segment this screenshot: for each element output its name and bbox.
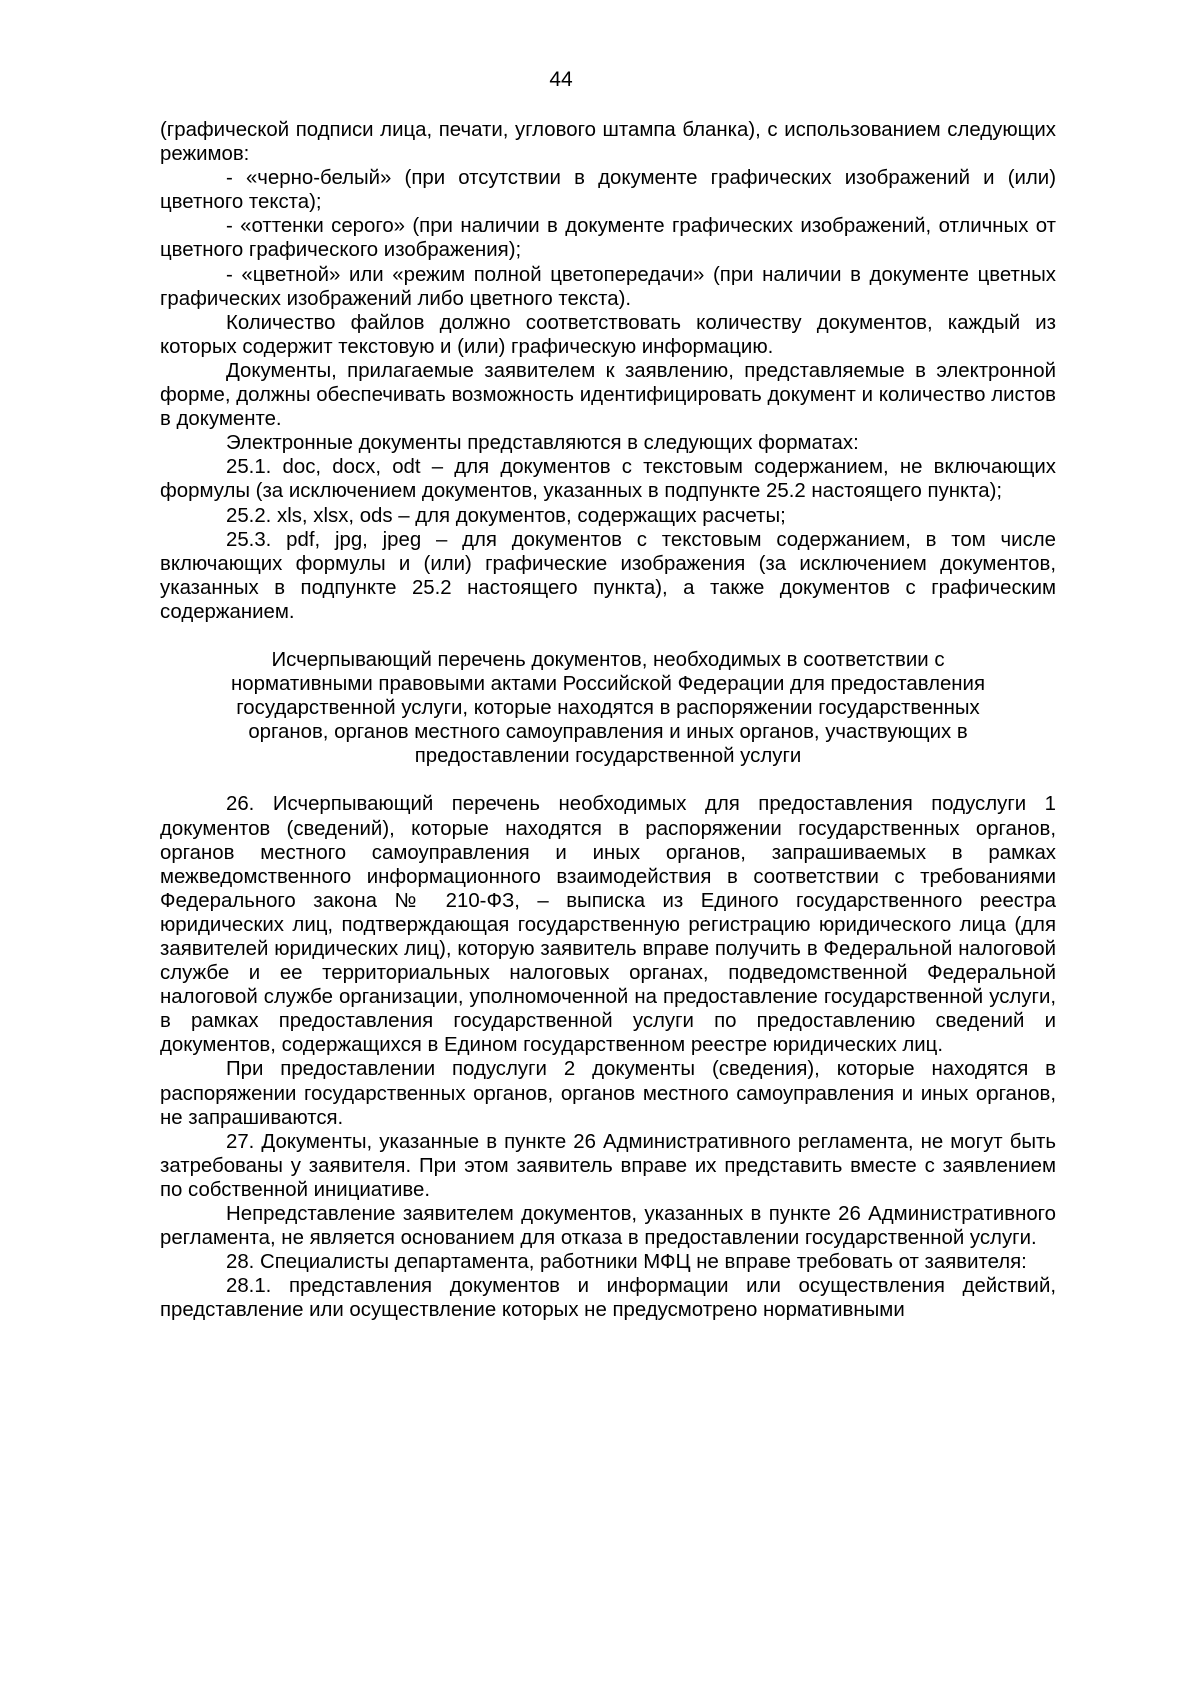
heading-line: органов, органов местного самоуправления и иных органов, участвующих в bbox=[248, 721, 968, 744]
paragraph: - «черно-белый» (при отсутствии в документе графических изображений и (или) цветного текста); bbox=[160, 167, 1056, 214]
paragraph: (графической подписи лица, печати, углового штампа бланка), с использованием следующих режимов: bbox=[160, 119, 1056, 166]
paragraph: 26. Исчерпывающий перечень необходимых для предоставления подуслуги 1 документов (сведений), которые находятся в распоряжении государственных органов, органов местного самоуправления и иных органов, запрашиваемых в рамках межведомственного информационного взаимодействия в соответствии с требованиями Федерального закона № 210-ФЗ, – выписка из Единого государственного реестра юридических лиц, подтверждающая государственную регистрацию юридического лица (для заявителей юридических лиц), которую заявитель вправе получить в Федеральной налоговой службе и ее территориальных налоговых органах, подведомственной Федеральной налоговой службе организации, уполномоченной на предоставление государственной услуги, в рамках предоставления государственной услуги по предоставлению сведений и документов, содержащихся в Едином государственном реестре юридических лиц. bbox=[160, 793, 1056, 1057]
document-body bbox=[160, 118, 1056, 1323]
paragraph: 28.1. представления документов и информации или осуществления действий, представление или осуществление которых не предусмотрено нормативными bbox=[160, 1275, 1056, 1322]
paragraph: 25.3. pdf, jpg, jpeg – для документов с текстовым содержанием, в том числе включающих формулы и (или) графические изображения (за исключением документов, указанных в подпункте 25.2 настоящего пункта), а также документов с графическим содержанием. bbox=[160, 528, 1056, 623]
paragraph: При предоставлении подуслуги 2 документы (сведения), которые находятся в распоряжении государственных органов, органов местного самоуправления и иных органов, не запрашиваются. bbox=[160, 1058, 1056, 1129]
paragraph: Электронные документы представляются в следующих форматах: bbox=[226, 432, 859, 455]
paragraph: - «цветной» или «режим полной цветопередачи» (при наличии в документе цветных графических изображений либо цветного текста). bbox=[160, 263, 1056, 310]
paragraphs-after-heading bbox=[160, 792, 1056, 1322]
paragraphs-before-heading bbox=[160, 118, 1056, 624]
heading-line: государственной услуги, которые находятся в распоряжении государственных bbox=[236, 697, 980, 720]
heading-line: нормативными правовыми актами Российской Федерации для предоставления bbox=[231, 673, 985, 696]
heading-line: предоставлении государственной услуги bbox=[414, 745, 802, 768]
paragraph: 28. Специалисты департамента, работники МФЦ не вправе требовать от заявителя: bbox=[226, 1251, 1027, 1274]
paragraph: Количество файлов должно соответствовать количеству документов, каждый из которых содержит текстовую и (или) графическую информацию. bbox=[160, 311, 1056, 358]
section-heading bbox=[160, 648, 1056, 768]
paragraph: 27. Документы, указанные в пункте 26 Административного регламента, не могут быть затребованы у заявителя. При этом заявитель вправе их представить вместе с заявлением по собственной инициативе. bbox=[160, 1130, 1056, 1201]
paragraph: Непредставление заявителем документов, указанных в пункте 26 Административного регламента, не является основанием для отказа в предоставлении государственной услуги. bbox=[160, 1203, 1056, 1250]
paragraph: 25.2. xls, xlsx, ods – для документов, содержащих расчеты; bbox=[226, 504, 786, 527]
page-number: 44 bbox=[549, 68, 573, 91]
paragraph: - «оттенки серого» (при наличии в документе графических изображений, отличных от цветного графического изображения); bbox=[160, 215, 1056, 262]
paragraph: 25.1. doc, docx, odt – для документов с текстовым содержанием, не включающих формулы (за исключением документов, указанных в подпункте 25.2 настоящего пункта); bbox=[160, 456, 1056, 503]
heading-line: Исчерпывающий перечень документов, необходимых в соответствии с bbox=[271, 648, 945, 671]
paragraph: Документы, прилагаемые заявителем к заявлению, представляемые в электронной форме, должны обеспечивать возможность идентифицировать документ и количество листов в документе. bbox=[160, 359, 1056, 431]
